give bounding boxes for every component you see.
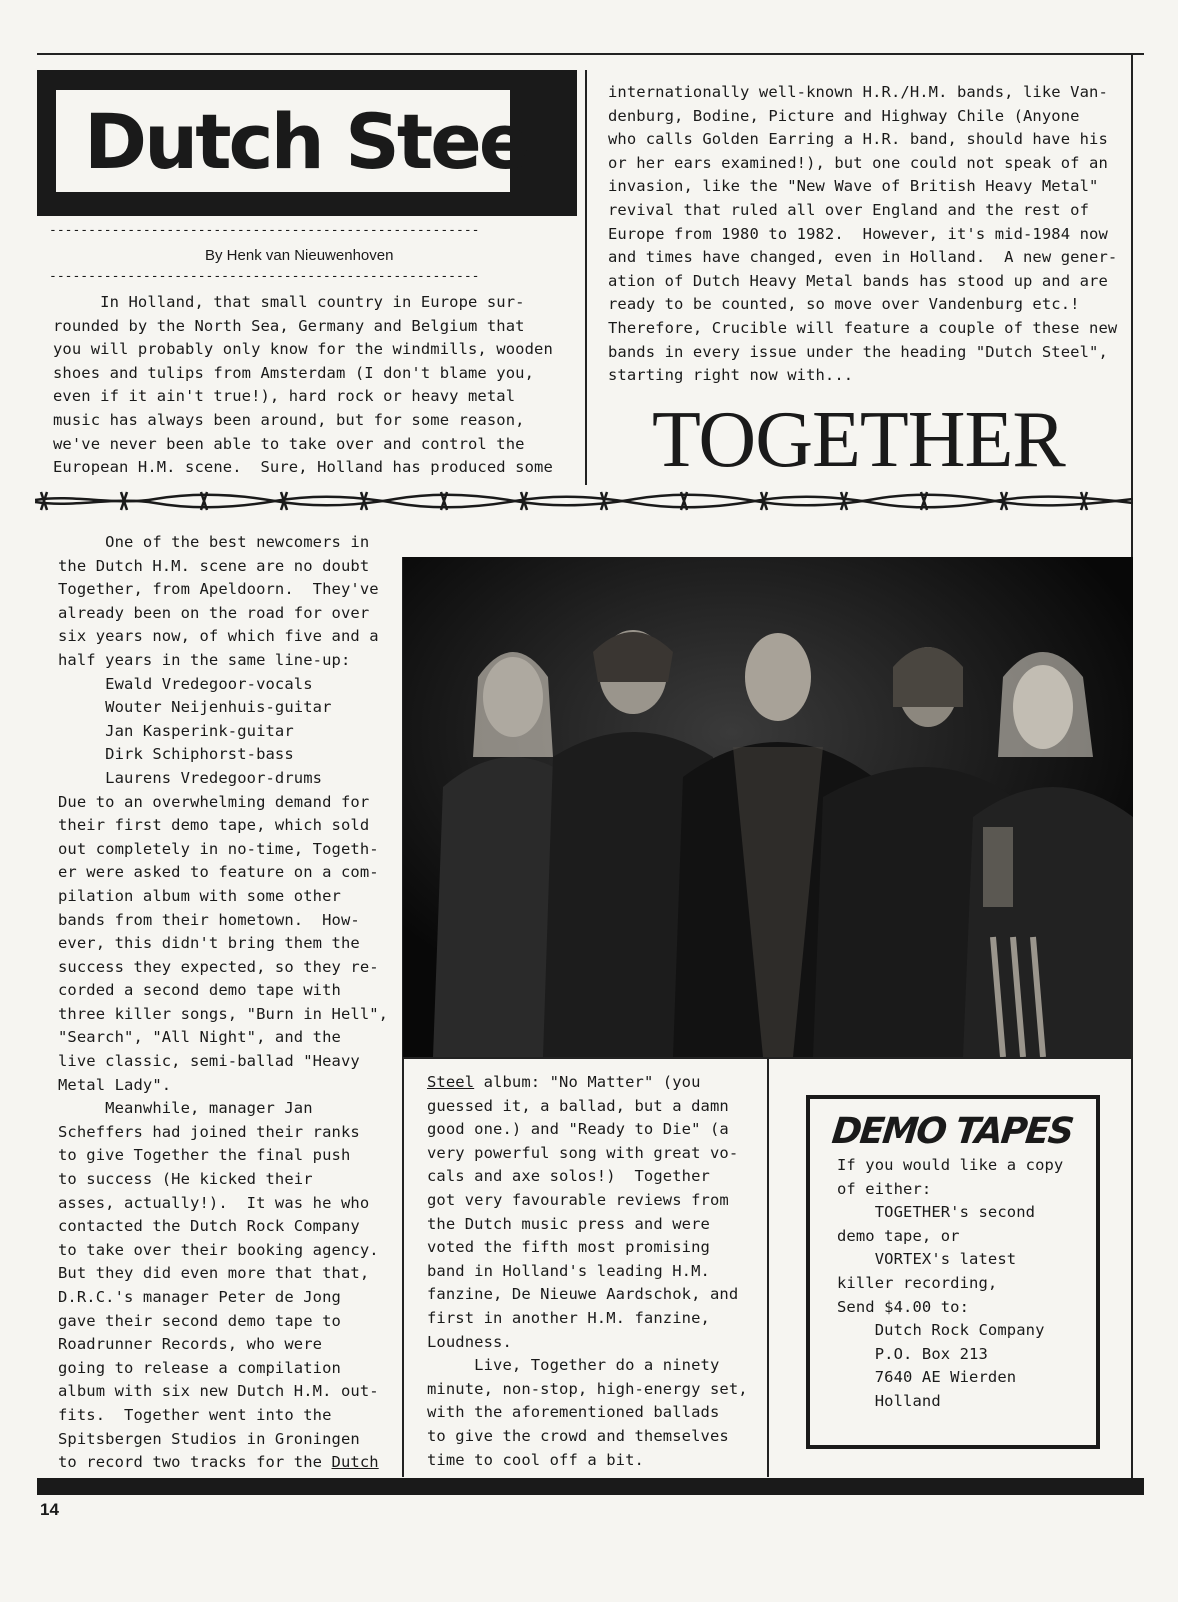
col1-line: asses, actually!). It was he who: [58, 1193, 370, 1212]
intro-right-line: Therefore, Crucible will feature a couple of these new: [608, 318, 1118, 337]
col1-line: Jan Kasperink-guitar: [58, 721, 294, 740]
intro-left-column: [53, 291, 553, 480]
intro-right-line: or her ears examined!), but one could not speak of an: [608, 153, 1108, 172]
col1-line: six years now, of which five and a: [58, 627, 379, 646]
col1-line: Wouter Neijenhuis-guitar: [58, 698, 332, 717]
col1-line: live classic, semi-ballad "Heavy: [58, 1052, 360, 1071]
col1-line: success they expected, so they re-: [58, 957, 379, 976]
col2-line: band in Holland's leading H.M.: [427, 1261, 710, 1280]
col2-divider: [767, 1057, 769, 1477]
byline-rule-top: -------------------------------------------------------: [49, 224, 480, 238]
col1-line: One of the best newcomers in: [58, 533, 370, 551]
col2-first-line: [427, 1071, 748, 1095]
intro-left-line: shoes and tulips from Amsterdam (I don't blame you,: [53, 363, 535, 382]
col2-line: Live, Together do a ninety: [427, 1356, 720, 1375]
col1-line: to give Together the final push: [58, 1146, 351, 1165]
col1-line: pilation album with some other: [58, 886, 341, 905]
photo-bottom-rule: [403, 1057, 1133, 1059]
col1-line: out completely in no-time, Togeth-: [58, 839, 379, 858]
demo-tapes-text: [837, 1154, 1063, 1414]
intro-right-line: internationally well-known H.R./H.M. bands, like Van-: [608, 83, 1108, 101]
page-title: Dutch Steel: [84, 97, 551, 186]
col1-line: Metal Lady".: [58, 1075, 172, 1094]
band-photo: [403, 557, 1133, 1057]
demo-line: Dutch Rock Company: [837, 1321, 1045, 1340]
col1-line: er were asked to feature on a com-: [58, 863, 379, 882]
col2-line: got very favourable reviews from: [427, 1190, 729, 1209]
byline-rule-bottom: -------------------------------------------------------: [49, 270, 480, 284]
col1-line: half years in the same line-up:: [58, 650, 351, 669]
demo-line: P.O. Box 213: [837, 1344, 988, 1363]
col1-line: the Dutch H.M. scene are no doubt: [58, 556, 370, 575]
col1-line: Laurens Vredegoor-drums: [58, 768, 323, 787]
col1-line: album with six new Dutch H.M. out-: [58, 1382, 379, 1401]
col1-line: fits. Together went into the: [58, 1405, 332, 1424]
col1-line: contacted the Dutch Rock Company: [58, 1217, 360, 1236]
intro-right-line: invasion, like the "New Wave of British Heavy Metal": [608, 177, 1099, 196]
col1-line: Ewald Vredegoor-vocals: [58, 674, 313, 693]
byline: By Henk van Nieuwenhoven: [205, 247, 394, 264]
intro-column-divider: [585, 70, 587, 485]
intro-right-line: Europe from 1980 to 1982. However, it's mid-1984 now: [608, 224, 1108, 243]
col1-last-text: to record two tracks for the: [58, 1453, 332, 1472]
intro-right-line: starting right now with...: [608, 366, 854, 385]
album-title-part-1: Dutch: [331, 1453, 379, 1472]
col2-line: first in another H.M. fanzine,: [427, 1308, 710, 1327]
intro-right-line: and times have changed, even in Holland. A new gener-: [608, 248, 1118, 267]
col2-line: very powerful song with great vo-: [427, 1143, 739, 1162]
col2-line: Loudness.: [427, 1332, 512, 1351]
intro-left-line: music has always been around, but for some reason,: [53, 410, 525, 429]
demo-line: If you would like a copy: [837, 1156, 1064, 1174]
demo-line: VORTEX's latest: [837, 1250, 1017, 1269]
barbed-wire-divider: [35, 486, 1133, 516]
demo-line: 7640 AE Wierden: [837, 1368, 1017, 1387]
page-number: 14: [40, 1500, 59, 1519]
article-column-1: [58, 531, 388, 1475]
band-heading: TOGETHER: [652, 396, 1065, 484]
demo-tapes-title: DEMO TAPES: [829, 1111, 1075, 1152]
intro-left-line: we've never been able to take over and control the: [53, 434, 525, 453]
col1-line: D.R.C.'s manager Peter de Jong: [58, 1288, 341, 1306]
col2-line: to give the crowd and themselves: [427, 1426, 729, 1445]
demo-line: demo tape, or: [837, 1226, 960, 1245]
col1-line: going to release a compilation: [58, 1358, 341, 1377]
bottom-rule: [37, 1478, 1144, 1495]
intro-left-line: In Holland, that small country in Europe sur-: [53, 293, 525, 311]
col2-line: minute, non-stop, high-energy set,: [427, 1379, 748, 1398]
intro-left-line: you will probably only know for the windmills, wooden: [53, 340, 553, 359]
intro-right-line: denburg, Bodine, Picture and Highway Chile (Anyone: [608, 106, 1080, 125]
col1-line: to take over their booking agency.: [58, 1240, 379, 1259]
demo-line: Send $4.00 to:: [837, 1297, 970, 1316]
intro-left-line: even if it ain't true!), hard rock or heavy metal: [53, 387, 516, 406]
col1-line: corded a second demo tape with: [58, 981, 341, 1000]
intro-right-column: [608, 81, 1117, 388]
col1-line: Together, from Apeldoorn. They've: [58, 580, 379, 599]
col1-line: "Search", "All Night", and the: [58, 1028, 341, 1047]
intro-right-line: who calls Golden Earring a H.R. band, should have his: [608, 130, 1108, 149]
col2-line: the Dutch music press and were: [427, 1214, 710, 1233]
intro-right-line: ready to be counted, so move over Vandenburg etc.!: [608, 295, 1080, 314]
intro-left-line: rounded by the North Sea, Germany and Belgium that: [53, 316, 525, 335]
col2-line: with the aforementioned ballads: [427, 1403, 720, 1422]
col1-line: Dirk Schiphorst-bass: [58, 745, 294, 764]
intro-right-line: ation of Dutch Heavy Metal bands has stood up and are: [608, 271, 1108, 290]
col1-line: Roadrunner Records, who were: [58, 1335, 323, 1354]
col2-line: voted the fifth most promising: [427, 1238, 710, 1257]
col1-line: their first demo tape, which sold: [58, 816, 370, 835]
col1-line: Meanwhile, manager Jan: [58, 1099, 313, 1118]
col1-last-line: [58, 1451, 388, 1475]
col1-line: already been on the road for over: [58, 603, 370, 622]
col1-line: But they did even more that that,: [58, 1264, 370, 1283]
col2-line: good one.) and "Ready to Die" (a: [427, 1120, 729, 1139]
col1-line: three killer songs, "Burn in Hell",: [58, 1004, 389, 1023]
intro-right-line: revival that ruled all over England and the rest of: [608, 200, 1090, 219]
col1-line: Scheffers had joined their ranks: [58, 1122, 360, 1141]
col1-line: ever, this didn't bring them the: [58, 934, 360, 953]
col1-line: Due to an overwhelming demand for: [58, 792, 370, 811]
demo-line: TOGETHER's second: [837, 1203, 1036, 1222]
col1-line: to success (He kicked their: [58, 1170, 313, 1189]
col2-line: fanzine, De Nieuwe Aardschok, and: [427, 1285, 739, 1304]
article-column-2: [427, 1071, 748, 1472]
col1-line: gave their second demo tape to: [58, 1311, 341, 1330]
album-title-part-2: Steel: [427, 1073, 475, 1091]
col1-line: Spitsbergen Studios in Groningen: [58, 1429, 360, 1448]
demo-line: killer recording,: [837, 1273, 998, 1292]
top-rule: [37, 53, 1144, 55]
col2-line: time to cool off a bit.: [427, 1450, 644, 1469]
col2-line: guessed it, a ballad, but a damn: [427, 1096, 729, 1115]
col1-line: bands from their hometown. How-: [58, 910, 360, 929]
col2-first-text: album: "No Matter" (you: [474, 1073, 701, 1091]
intro-left-line: European H.M. scene. Sure, Holland has produced some: [53, 458, 553, 477]
col2-line: cals and axe solos!) Together: [427, 1167, 710, 1186]
intro-right-line: bands in every issue under the heading "Dutch Steel",: [608, 342, 1108, 361]
demo-line: Holland: [837, 1391, 941, 1410]
demo-line: of either:: [837, 1179, 932, 1198]
